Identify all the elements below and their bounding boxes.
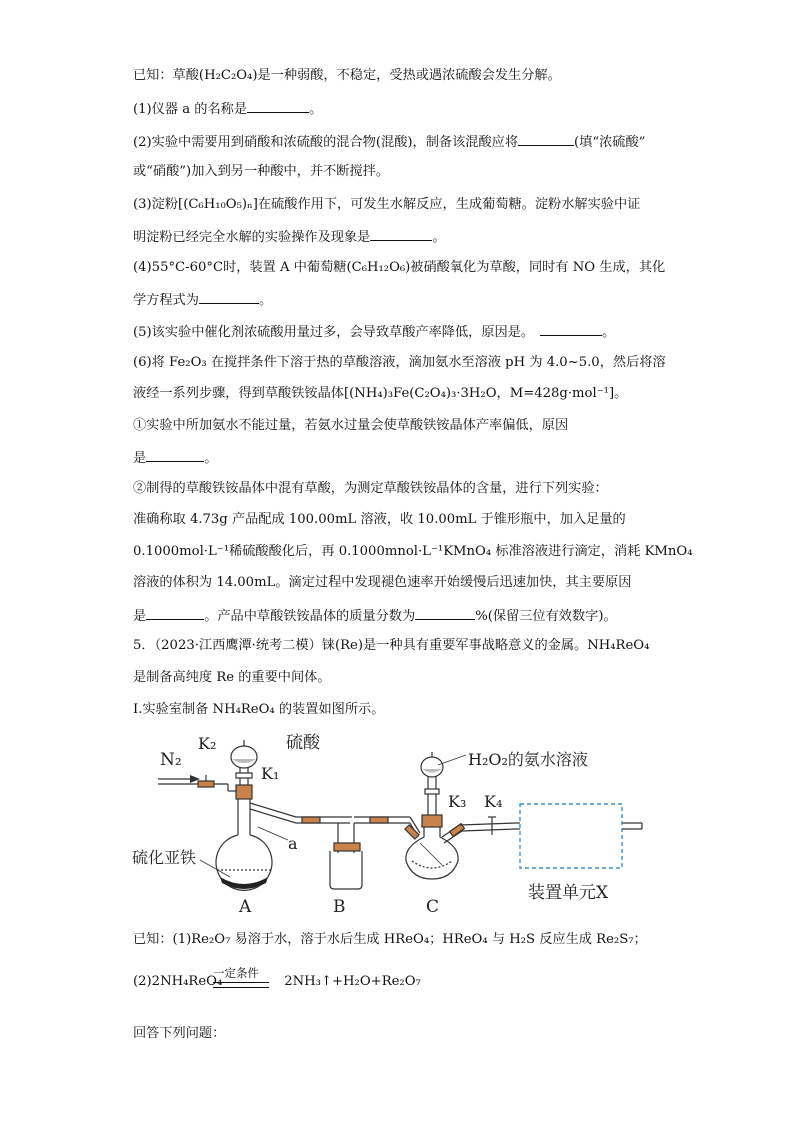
answer-blank[interactable] (540, 321, 602, 336)
tube-connector (302, 817, 320, 823)
q2-line: (2)实验中需要用到硝酸和浓硫酸的混合物(混酸)，制备该混酸应将 (填“浓硫酸” (133, 131, 645, 153)
q2-line-2: 或“硝酸”)加入到另一种酸中，并不断搅拌。 (133, 164, 390, 179)
q6-2-line: ②制得的草酸铁铵晶体中混有草酸，为测定草酸铁铵晶体的含量，进行下列实验： (133, 481, 608, 496)
h2o2-ammonia-label: H₂O₂的氨水溶液 (468, 750, 588, 769)
q5-line: (5)该实验中催化剂浓硫酸用量过多，会导致草酸产率降低，原因是。 。 (133, 321, 615, 343)
flask-c-label: C (426, 897, 440, 917)
bottle-b-label: B (333, 897, 346, 917)
k3-stopcock (425, 789, 439, 794)
q1-line: (1)仪器 a 的名称是 。 (133, 98, 322, 120)
decomposition-equation: (2)2NH₄ReO₄ 2NH₃↑+H₂O+Re₂O₇ 一定条件 (133, 972, 421, 992)
answer-blank[interactable] (199, 289, 259, 304)
part-1-intro: I.实验室制备 NH₄ReO₄ 的装置如图所示。 (133, 702, 385, 717)
answer-blank[interactable] (146, 605, 204, 620)
answer-blank[interactable] (146, 447, 204, 462)
known-oxalic: 已知：草酸(H₂C₂O₄)是一种弱酸，不稳定，受热或遇浓硫酸会发生分解。 (133, 68, 561, 83)
condition-label: 一定条件 (213, 966, 259, 980)
k1-stopcock (236, 773, 252, 778)
apparatus-diagram (120, 725, 660, 925)
q4-line-2: 学方程式为 。 (133, 289, 272, 311)
stopper-a (236, 785, 252, 799)
stopper-b (334, 843, 360, 851)
q6-1-line-2: 是 。 (133, 447, 217, 469)
tube-connector (370, 817, 388, 823)
answer-prompt: 回答下列问题： (133, 1026, 226, 1041)
q6-2-line-5: 是 。产品中草酸铁铵晶体的质量分数为 %(保留三位有效数字)。 (133, 605, 617, 627)
sulfuric-acid-label: 硫酸 (286, 733, 320, 753)
q6-1-line: ①实验中所加氨水不能过量，若氨水过量会使草酸铁铵晶体产率偏低，原因 (133, 418, 569, 433)
k3-label: K₃ (448, 792, 467, 811)
fes-solid (220, 877, 268, 889)
unit-x-box (520, 804, 622, 868)
separatory-funnel-a (231, 746, 257, 768)
known-rhenium: 已知：(1)Re₂O₇ 易溶于水，溶于水后生成 HReO₄；HReO₄ 与 H₂S 反应生成 Re₂S₇； (133, 932, 647, 947)
q6-2-line-3: 0.1000mol·L⁻¹稀硫酸酸化后，再 0.1000mnol·L⁻¹KMnO₄ 标准溶液进行滴定，消耗 KMnO₄ (133, 544, 693, 559)
q4-line: (4)55°C-60°C时，装置 A 中葡萄糖(C₆H₁₂O₆)被硝酸氧化为草酸，同时有 NO 生成，其化 (133, 260, 666, 275)
q6-2-line-4: 溶液的体积为 14.00mL。滴定过程中发现褪色速率开始缓慢后迅速加快，其主要原因 (133, 575, 632, 590)
equation-double-line (213, 982, 269, 988)
q3-line: (3)淀粉[(C₆H₁₀O₅)ₙ]在硫酸作用下，可发生水解反应，生成葡萄糖。淀粉水解实验中证 (133, 197, 641, 212)
separatory-funnel-c (421, 757, 443, 777)
answer-blank[interactable] (370, 226, 432, 241)
k2-valve (198, 781, 214, 787)
flask-a-label: A (239, 897, 252, 917)
problem-5-header: 5．（2023·江西鹰潭·统考二模）铼(Re)是一种具有重要军事战略意义的金属。NH₄ReO₄ (133, 638, 650, 653)
answer-blank[interactable] (518, 131, 574, 146)
k1-label: K₁ (261, 764, 280, 783)
unit-x-label: 装置单元X (528, 883, 609, 903)
instrument-a-label: a (288, 834, 298, 853)
k4-label: K₄ (484, 792, 503, 811)
q6-2-line-2: 准确称取 4.73g 产品配成 100.00mL 溶液，收 10.00mL 于锥形瓶中，加入足量的 (133, 512, 626, 527)
answer-blank[interactable] (415, 605, 475, 620)
q6-line-2: 液经一系列步骤，得到草酸铁铵晶体[(NH₄)₃Fe(C₂O₄)₃·3H₂O，M=428g·mol⁻¹]。 (133, 386, 628, 401)
problem-5-line-2: 是制备高纯度 Re 的重要中间体。 (133, 670, 331, 685)
bottle-b (330, 851, 362, 889)
k2-label: K₂ (198, 734, 217, 753)
q6-line: (6)将 Fe₂O₃ 在搅拌条件下溶于热的草酸溶液，滴加氨水至溶液 pH 为 4.0~5.0，然后将溶 (133, 355, 666, 370)
fes-label: 硫化亚铁 (132, 848, 197, 867)
answer-blank[interactable] (247, 98, 309, 113)
stopper-c (422, 815, 442, 827)
q3-line-2: 明淀粉已经完全水解的实验操作及现象是 。 (133, 226, 446, 248)
n2-label: N₂ (160, 750, 182, 770)
